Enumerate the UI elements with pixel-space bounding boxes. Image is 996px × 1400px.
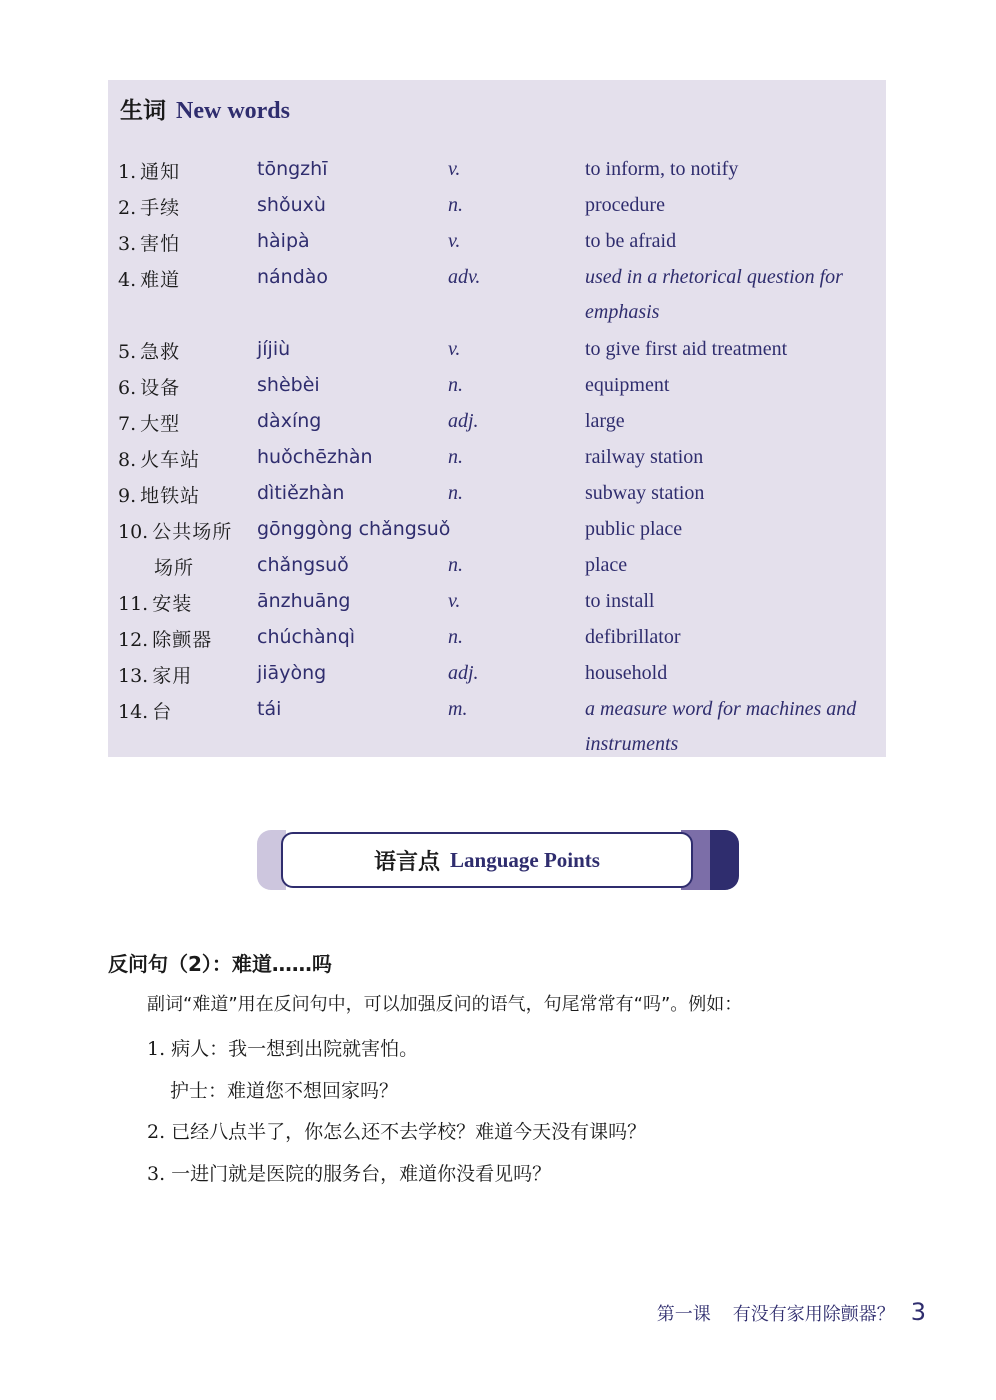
vocab-pinyin: shèbèi <box>257 374 320 396</box>
example-2: 2. 已经八点半了，你怎么还不去学校？难道今天没有课吗？ <box>147 1121 647 1143</box>
vocab-part-of-speech: v. <box>448 230 461 252</box>
vocab-row <box>108 513 886 549</box>
vocab-definition-line: procedure <box>585 194 665 216</box>
vocab-definition-line: defibrillator <box>585 626 681 648</box>
vocab-definition <box>585 512 682 547</box>
vocab-number: 3. <box>118 233 137 255</box>
vocab-word <box>118 481 200 508</box>
vocab-hanzi: 除颤器 <box>152 629 213 651</box>
vocab-part-of-speech: n. <box>448 194 463 216</box>
vocab-definition <box>585 404 625 439</box>
banner-label <box>281 832 693 888</box>
vocab-definition-line: to be afraid <box>585 230 677 252</box>
vocab-part-of-speech: n. <box>448 446 463 468</box>
vocab-part-of-speech: n. <box>448 554 463 576</box>
vocab-word <box>118 157 180 184</box>
vocab-part-of-speech: v. <box>448 158 461 180</box>
vocab-row <box>108 405 886 441</box>
vocab-pinyin: gōnggòng chǎngsuǒ <box>257 518 451 540</box>
vocab-row <box>108 585 886 621</box>
page-footer <box>657 1298 926 1326</box>
vocab-pinyin: jiāyòng <box>257 662 327 684</box>
vocab-word <box>118 229 180 256</box>
vocab-hanzi: 台 <box>152 701 173 723</box>
vocab-word <box>118 193 180 220</box>
vocab-word <box>118 661 192 688</box>
language-points-banner <box>257 830 739 890</box>
vocab-definition-line: to give first aid treatment <box>585 338 788 360</box>
vocab-row <box>108 153 886 189</box>
vocab-row <box>108 369 886 405</box>
vocab-number: 1. <box>118 161 137 183</box>
vocab-row <box>108 225 886 261</box>
vocab-definition <box>585 692 856 762</box>
vocab-definition-line: household <box>585 662 668 684</box>
grammar-heading: 反问句（2）：难道……吗 <box>108 952 332 976</box>
vocab-definition-line: instruments <box>585 733 679 755</box>
vocab-hanzi: 急救 <box>140 341 181 363</box>
vocab-word <box>118 517 232 544</box>
page-number: 3 <box>910 1298 926 1326</box>
vocab-word <box>118 625 212 652</box>
vocab-pinyin: jíjiù <box>257 338 291 360</box>
vocab-part-of-speech: n. <box>448 626 463 648</box>
vocab-hanzi: 火车站 <box>140 449 201 471</box>
vocab-word <box>118 337 180 364</box>
vocab-pinyin: hàipà <box>257 230 310 252</box>
footer-lesson-title: 有没有家用除颤器？ <box>732 1304 895 1325</box>
vocab-part-of-speech: n. <box>448 482 463 504</box>
vocab-number: 5. <box>118 341 137 363</box>
vocabulary-box <box>108 80 886 757</box>
vocab-row <box>108 261 886 323</box>
vocab-definition <box>585 368 669 403</box>
vocab-hanzi: 难道 <box>140 269 181 291</box>
vocab-hanzi: 公共场所 <box>152 521 233 543</box>
vocab-definition <box>585 548 627 583</box>
vocab-pinyin: tōngzhī <box>257 158 328 180</box>
vocab-definition-line: a measure word for machines and <box>585 698 857 720</box>
vocab-number: 13. <box>118 665 149 687</box>
vocab-part-of-speech: adv. <box>448 266 481 288</box>
vocab-definition-line: used in a rhetorical question for <box>585 266 843 288</box>
example-1: 1. 病人：我一想到出院就害怕。 <box>147 1038 419 1060</box>
vocab-word <box>118 373 180 400</box>
vocab-pinyin: tái <box>257 698 282 720</box>
vocab-definition <box>585 476 704 511</box>
vocab-word <box>118 589 192 616</box>
vocab-pinyin: shǒuxù <box>257 194 326 216</box>
vocab-pinyin: huǒchēzhàn <box>257 446 373 468</box>
vocab-pinyin: ānzhuāng <box>257 590 351 612</box>
vocab-hanzi: 地铁站 <box>140 485 201 507</box>
vocab-hanzi: 家用 <box>152 665 193 687</box>
vocab-definition <box>585 440 703 475</box>
grammar-intro: 副词“难道”用在反问句中，可以加强反问的语气，句尾常常有“吗”。例如： <box>147 994 743 1015</box>
vocab-definition-line: subway station <box>585 482 705 504</box>
vocab-hanzi: 设备 <box>140 377 181 399</box>
vocab-pinyin: chǎngsuǒ <box>257 554 349 576</box>
vocab-number: 10. <box>118 521 149 543</box>
vocab-pinyin: chúchànqì <box>257 626 356 648</box>
vocab-number: 2. <box>118 197 137 219</box>
vocab-part-of-speech: v. <box>448 338 461 360</box>
vocab-pinyin: dàxíng <box>257 410 322 432</box>
vocab-definition <box>585 152 738 187</box>
vocab-word <box>154 553 194 580</box>
vocab-row <box>108 549 886 585</box>
vocabulary-title-zh: 生词 <box>120 98 166 124</box>
footer-lesson: 第一课 <box>656 1304 711 1325</box>
vocabulary-title <box>120 92 290 124</box>
vocab-row <box>108 441 886 477</box>
vocabulary-title-en: New words <box>176 98 290 124</box>
vocab-definition <box>585 584 654 619</box>
vocab-word <box>118 445 200 472</box>
vocab-row <box>108 477 886 513</box>
example-3: 3. 一进门就是医院的服务台，难道你没看见吗？ <box>147 1163 552 1185</box>
vocab-hanzi: 安装 <box>152 593 193 615</box>
vocab-definition-line: emphasis <box>585 301 660 323</box>
vocab-definition <box>585 224 676 259</box>
vocab-hanzi: 害怕 <box>140 233 181 255</box>
vocab-word <box>118 697 172 724</box>
vocab-definition <box>585 656 667 691</box>
vocab-hanzi: 大型 <box>140 413 181 435</box>
vocab-number: 4. <box>118 269 137 291</box>
vocab-word <box>118 409 180 436</box>
vocab-number: 9. <box>118 485 137 507</box>
vocab-definition-line: railway station <box>585 446 704 468</box>
vocab-definition-line: equipment <box>585 374 670 396</box>
vocab-number: 11. <box>118 593 149 615</box>
vocab-number: 12. <box>118 629 149 651</box>
vocab-number: 8. <box>118 449 137 471</box>
vocab-definition-line: place <box>585 554 628 576</box>
vocab-number: 7. <box>118 413 137 435</box>
vocab-row <box>108 189 886 225</box>
vocab-hanzi: 通知 <box>140 161 181 183</box>
vocab-row <box>108 657 886 693</box>
vocab-number: 6. <box>118 377 137 399</box>
vocab-definition <box>585 620 681 655</box>
banner-title-zh: 语言点 <box>374 849 441 875</box>
example-1-reply: 护士：难道您不想回家吗？ <box>170 1080 399 1102</box>
banner-title-en: Language Points <box>450 847 600 872</box>
vocab-part-of-speech: adj. <box>448 410 479 432</box>
vocab-definition-line: large <box>585 410 625 432</box>
vocab-definition <box>585 332 787 367</box>
vocab-pinyin: dìtiězhàn <box>257 482 345 504</box>
vocab-hanzi: 场所 <box>154 557 195 579</box>
vocab-pinyin: nándào <box>257 266 329 288</box>
vocab-row <box>108 693 886 755</box>
vocab-part-of-speech: adj. <box>448 662 479 684</box>
vocab-definition-line: to inform, to notify <box>585 158 739 180</box>
vocab-number: 14. <box>118 701 149 723</box>
vocab-hanzi: 手续 <box>140 197 181 219</box>
vocab-part-of-speech: m. <box>448 698 468 720</box>
vocab-row <box>108 621 886 657</box>
vocab-definition <box>585 188 665 223</box>
vocab-row <box>108 333 886 369</box>
vocab-definition <box>585 260 843 330</box>
vocab-part-of-speech: v. <box>448 590 461 612</box>
vocab-part-of-speech: n. <box>448 374 463 396</box>
vocab-definition-line: to install <box>585 590 655 612</box>
vocab-definition-line: public place <box>585 518 683 540</box>
vocab-word <box>118 265 180 292</box>
